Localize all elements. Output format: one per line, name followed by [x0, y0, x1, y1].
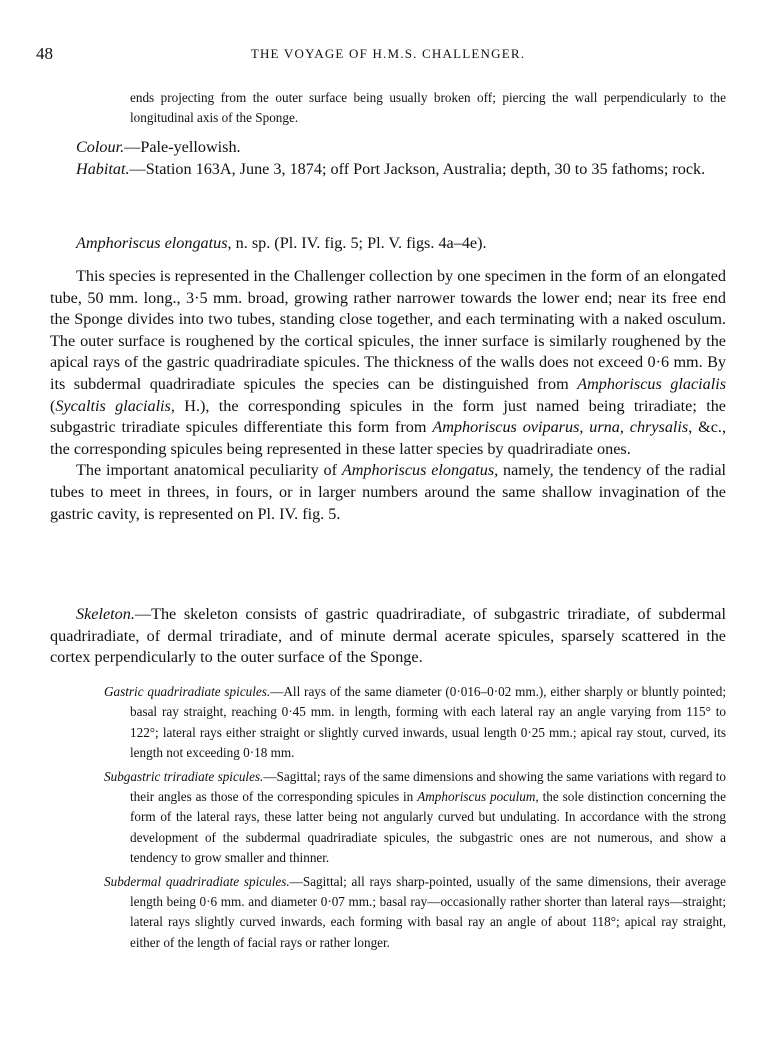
description-paragraph-1: This species is represented in the Challenger collection by one specimen in the form of an elongated tube, 50 mm. long., 3·5 mm. broad, growing rather narrower towards the lower end; near its free end the Sponge divides into two tubes, standing close together, and each terminating with a naked osculum. The outer surface is roughened by the cortical spicules, the inner surface is similarly roughened by the apical rays of the gastric quadriradiate spicules. The thickness of the walls does not exceed 0·6 mm. By its subdermal quadriradiate spicules the species can be distinguished from Amphoriscus glacialis (Sycaltis glacialis, H.), the corresponding spicules in the form just named being triradiate; the subgastric triradiate spicules differentiate this form from Amphoriscus oviparus, urna, chrysalis, &c., the corresponding spicules being represented in these latter species by quadriradiate ones.: [50, 267, 727, 458]
spicule-label: Subdermal quadriradiate spicules.: [104, 873, 290, 889]
colour-label: Colour.: [76, 138, 125, 156]
habitat-text: —Station 163A, June 3, 1874; off Port Jackson, Australia; depth, 30 to 35 fathoms; rock.: [129, 159, 706, 178]
habitat-paragraph: [50, 159, 726, 181]
description-paragraph-2: The important anatomical peculiarity of Amphoriscus elongatus, namely, the tendency of the radial tubes to meet in threes, in fours, or in larger numbers around the same shallow invagination of the gastric cavity, is represented on Pl. IV. fig. 5.: [50, 461, 727, 523]
running-title: THE VOYAGE OF H.M.S. CHALLENGER.: [250, 46, 526, 61]
colour-text: —Pale-yellowish.: [124, 138, 241, 156]
spicule-list: [104, 682, 726, 953]
colour-paragraph: [50, 137, 726, 159]
species-name: Amphoriscus elongatus: [76, 234, 228, 252]
gastric-spicules-entry: Gastric quadriradiate spicules.—All rays of the same diameter (0·016–0·02 mm.), either sharply or bluntly pointed; basal ray straight, reaching 0·45 mm. in length, forming with each lateral ray an angle varying from 115° to 122°; lateral rays either straight or slightly curved inwards, usual length 0·25 mm.; apical ray stout, curved, its length not exceeding 0·18 mm.: [104, 684, 726, 761]
species-suffix: , n. sp. (Pl. IV. fig. 5; Pl. V. figs. 4a–4e).: [227, 234, 487, 252]
taxon-name: Amphoriscus poculum: [417, 789, 536, 805]
species-heading: [76, 233, 726, 255]
spicule-label: Gastric quadriradiate spicules.: [104, 684, 271, 699]
intro-section: [50, 137, 726, 180]
spicule-label: Subgastric triradiate spicules.: [104, 768, 264, 784]
habitat-label: Habitat.: [76, 159, 130, 178]
skeleton-text: —The skeleton consists of gastric quadriradiate, of subgastric triradiate, of subdermal quadriradiate, of dermal triradiate, and of minute dermal acerate spicules, sparsely scattered in the cortex perpendicularly to the outer surface of the Sponge.: [50, 605, 726, 667]
subgastric-spicules-entry: Subgastric triradiate spicules.—Sagittal; rays of the same dimensions and showing the same variations with regard to their angles as those of the corresponding spicules in Amphoriscus poculum, the sole distinction concerning the form of the lateral rays, these latter being not angularly curved but undulating. In accordance with the strong development of the subdermal quadriradiate spicules, the subgastric ones are not numerous, and show a tendency to grow smaller and thinner.: [104, 768, 726, 866]
continuation-text: ends projecting from the outer surface being usually broken off; piercing the wall perpendicularly to the longitudinal axis of the Sponge.: [130, 90, 726, 126]
skeleton-label: Skeleton.: [76, 605, 135, 623]
taxon-name: Sycaltis glacialis: [55, 396, 171, 415]
taxon-name: Amphoriscus glacialis: [577, 374, 727, 393]
taxon-name: Amphoriscus elongatus,: [341, 461, 499, 480]
subdermal-spicules-entry: Subdermal quadriradiate spicules.—Sagittal; all rays sharp-pointed, usually of the same dimensions, their average length being 0·6 mm. and diameter 0·07 mm.; basal ray—occasionally rather shorter than lateral rays—straight; lateral rays slightly curved inwards, each forming with basal ray an angle of about 118°; apical ray straight, either of the length of facial rays or rather longer.: [104, 873, 726, 950]
page-header: [36, 44, 740, 68]
skeleton-paragraph: [50, 604, 726, 669]
taxon-name: Amphoriscus oviparus, urna, chrysalis: [432, 418, 689, 437]
page-number: 48: [36, 44, 53, 63]
description-section: [50, 266, 726, 525]
